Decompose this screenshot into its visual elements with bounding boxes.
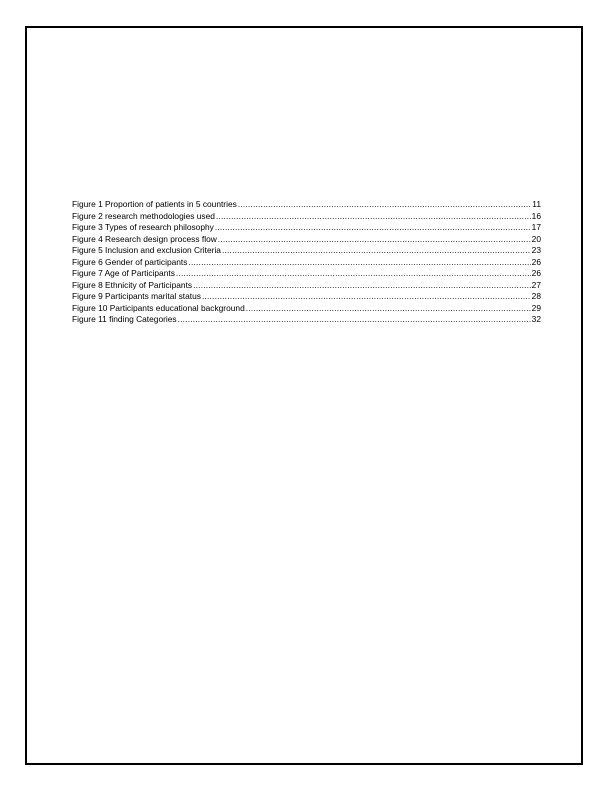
figure-entry-page: 29 [531,302,541,313]
figure-entry-page: 20 [531,233,541,244]
figure-entry-title: Figure 5 Inclusion and exclusion Criteria [72,245,221,255]
figure-entry-page: 26 [531,268,541,278]
figure-entry[interactable] [72,234,541,246]
figure-entry[interactable] [72,303,541,315]
figure-entry-title: Figure 1 Proportion of patients in 5 countries [72,199,237,209]
figure-entry-title: Figure 10 Participants educational background [72,302,245,313]
figure-entry-page: 26 [531,256,541,267]
dot-leader [216,211,531,223]
figure-entry[interactable] [72,245,541,257]
figure-entry-title: Figure 3 Types of research philosophy [72,222,214,232]
figure-entry[interactable] [72,222,541,234]
dot-leader [218,234,531,246]
figure-entry-title: Figure 4 Research design process flow [72,233,217,244]
figure-entry[interactable] [72,280,541,292]
figure-entry-page: 17 [531,222,541,232]
figure-entry-title: Figure 11 finding Categories [72,314,177,324]
figure-entry-page: 32 [531,314,541,324]
figure-entry[interactable] [72,211,541,223]
figure-entry[interactable] [72,314,541,326]
figure-entry-title: Figure 9 Participants marital status [72,291,201,301]
dot-leader [188,257,530,269]
figure-entry-title: Figure 2 research methodologies used [72,210,215,221]
figure-entry[interactable] [72,199,541,211]
dot-leader [202,291,531,303]
figure-entry[interactable] [72,291,541,303]
dot-leader [246,303,531,315]
dot-leader [178,314,531,326]
page-border [25,26,583,765]
figure-entry-page: 11 [532,199,541,209]
figure-entry[interactable] [72,268,541,280]
figure-entry-page: 27 [531,279,541,290]
figure-entry-title: Figure 7 Age of Participants [72,268,175,278]
figure-entry-title: Figure 6 Gender of participants [72,256,188,267]
dot-leader [176,268,531,280]
figure-entry-title: Figure 8 Ethnicity of Participants [72,279,193,290]
table-of-figures [72,199,541,326]
dot-leader [215,222,531,234]
dot-leader [193,280,531,292]
figure-entry[interactable] [72,257,541,269]
figure-entry-page: 16 [531,210,541,221]
dot-leader [238,199,531,211]
figure-entry-page: 28 [531,291,541,301]
dot-leader [222,245,531,257]
figure-entry-page: 23 [531,245,541,255]
